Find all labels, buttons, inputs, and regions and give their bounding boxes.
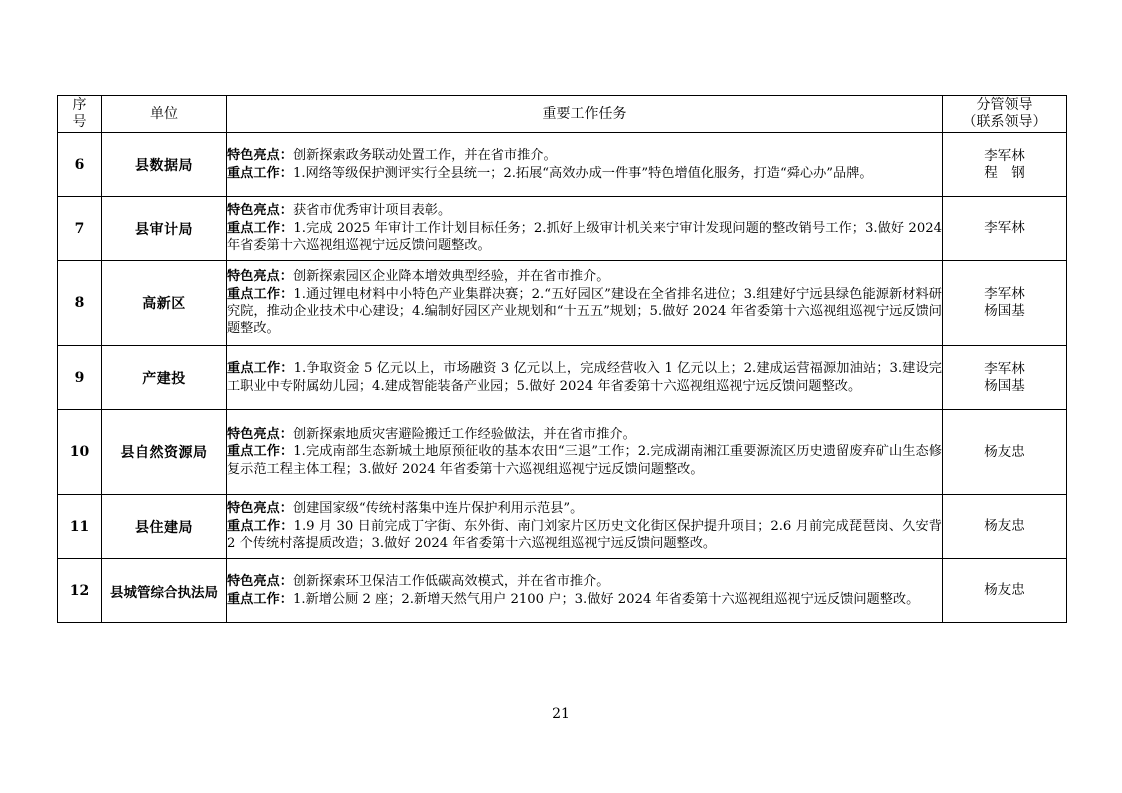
row-task xyxy=(227,410,943,495)
highlight-label: 特色亮点： xyxy=(227,148,293,164)
header-leader-line1: 分管领导 xyxy=(976,97,1033,113)
highlight-label: 特色亮点： xyxy=(227,501,293,517)
row-leaders xyxy=(943,133,1067,197)
key-work-text: 1.网络等级保护测评实行全县统一；2.拓展“高效办成一件事”特色增值化服务，打造“舜心办”品牌。 xyxy=(292,165,873,181)
leader-name: 李军林 xyxy=(984,220,1025,236)
highlight-text: 创新探索环卫保洁工作低碳高效模式，并在省市推介。 xyxy=(292,574,610,590)
row-index: 11 xyxy=(58,495,102,559)
row-task xyxy=(227,261,943,346)
key-work-label: 重点工作： xyxy=(227,361,294,377)
highlight-label: 特色亮点： xyxy=(227,203,293,219)
highlight-label: 特色亮点： xyxy=(227,574,293,590)
key-work-line xyxy=(227,591,942,608)
key-work-line xyxy=(227,443,942,478)
row-unit: 县数据局 xyxy=(102,133,227,197)
leader-name: 杨国基 xyxy=(984,377,1025,394)
row-index: 10 xyxy=(58,410,102,495)
row-index: 8 xyxy=(58,261,102,346)
highlight-line xyxy=(227,268,942,285)
leader-name: 李军林 xyxy=(984,360,1025,377)
row-task xyxy=(227,197,943,261)
row-task xyxy=(227,559,943,623)
key-work-label: 重点工作： xyxy=(227,220,294,236)
highlight-line xyxy=(227,147,942,164)
key-work-line xyxy=(227,286,942,338)
row-index: 6 xyxy=(58,133,102,197)
key-work-line xyxy=(227,220,942,255)
row-leaders xyxy=(943,346,1067,410)
table-row xyxy=(58,410,1067,495)
header-unit: 单位 xyxy=(102,96,227,133)
key-work-text: 1.完成南部生态新城土地原预征收的基本农田“三退”工作；2.完成湖南湘江重要源流区历史遗留废弃矿山生态修复示范工程主体工程；3.做好 2024 年省委第十六巡视组巡视宁远反馈问题整改。 xyxy=(227,444,942,477)
highlight-label: 特色亮点： xyxy=(227,426,293,442)
row-task xyxy=(227,495,943,559)
row-leaders xyxy=(943,261,1067,346)
highlight-text: 创建国家级“传统村落集中连片保护利用示范县”。 xyxy=(292,501,584,517)
leader-name: 李军林 xyxy=(984,286,1025,302)
header-index xyxy=(58,96,102,133)
highlight-text: 获省市优秀审计项目表彰。 xyxy=(292,203,452,219)
highlight-text: 创新探索园区企业降本增效典型经验，并在省市推介。 xyxy=(292,269,610,285)
key-work-text: 1.争取资金 5 亿元以上，市场融资 3 亿元以上，完成经营收入 1 亿元以上；2.建成运营福源加油站；3.建设完工职业中专附属幼儿园；4.建成智能装备产业园；5.做好 2024 年省委第十六巡视组巡视宁远反馈问题整改。 xyxy=(227,361,942,394)
row-leaders xyxy=(943,495,1067,559)
highlight-line xyxy=(227,500,942,517)
row-leaders xyxy=(943,197,1067,261)
highlight-line xyxy=(227,426,942,443)
leader-name: 杨友忠 xyxy=(984,443,1025,460)
table-row xyxy=(58,346,1067,410)
row-task xyxy=(227,133,943,197)
table-row xyxy=(58,495,1067,559)
row-unit: 县城管综合执法局 xyxy=(102,559,227,623)
leader-name: 程 钢 xyxy=(984,164,1025,181)
leader-name: 李军林 xyxy=(984,147,1025,164)
page-number: 21 xyxy=(552,706,570,722)
highlight-line xyxy=(227,202,942,219)
key-work-label: 重点工作： xyxy=(227,165,293,181)
row-leaders xyxy=(943,410,1067,495)
table-row xyxy=(58,133,1067,197)
header-index-label: 序 号 xyxy=(72,97,87,130)
key-work-label: 重点工作： xyxy=(227,591,293,607)
key-work-text: 1.9 月 30 日前完成丁字街、东外街、南门刘家片区历史文化街区保护提升项目；2.6 月前完成琵琶岗、久安背 2 个传统村落提质改造；3.做好 2024 年省委第十六巡视组巡视宁远反馈问题整改。 xyxy=(227,518,942,552)
row-unit: 县自然资源局 xyxy=(102,410,227,495)
row-index: 9 xyxy=(58,346,102,410)
key-work-text: 1.完成 2025 年审计工作计划目标任务；2.抓好上级审计机关来宁审计发现问题的整改销号工作；3.做好 2024 年省委第十六巡视组巡视宁远反馈问题整改。 xyxy=(227,220,942,254)
key-work-text: 1.通过锂电材料中小特色产业集群决赛；2.“五好园区”建设在全省排名进位；3.组建好宁远县绿色能源新材料研究院，推动企业技术中心建设；4.编制好园区产业规划和“十五五”规划；5.做好 2024 年省委第十六巡视组巡视宁远反馈问题整改。 xyxy=(227,286,942,337)
leader-name: 杨友忠 xyxy=(984,518,1025,534)
row-leaders xyxy=(943,559,1067,623)
key-work-line xyxy=(227,165,942,182)
leader-name: 杨友忠 xyxy=(984,582,1025,598)
table-row xyxy=(58,197,1067,261)
header-task: 重要工作任务 xyxy=(227,96,943,133)
row-task xyxy=(227,346,943,410)
header-leader-line2: （联系领导） xyxy=(962,114,1047,130)
row-unit: 高新区 xyxy=(102,261,227,346)
highlight-text: 创新探索地质灾害避险搬迁工作经验做法，并在省市推介。 xyxy=(292,426,636,442)
table-row xyxy=(58,559,1067,623)
header-leader xyxy=(943,96,1067,133)
key-work-line xyxy=(227,518,942,553)
row-unit: 县住建局 xyxy=(102,495,227,559)
highlight-text: 创新探索政务联动处置工作，并在省市推介。 xyxy=(292,148,557,164)
highlight-label: 特色亮点： xyxy=(227,269,293,285)
key-work-label: 重点工作： xyxy=(227,444,294,460)
key-work-label: 重点工作： xyxy=(227,518,294,534)
row-index: 7 xyxy=(58,197,102,261)
highlight-line xyxy=(227,573,942,590)
key-work-label: 重点工作： xyxy=(227,286,294,302)
row-index: 12 xyxy=(58,559,102,623)
key-work-text: 1.新增公厕 2 座；2.新增天然气用户 2100 户；3.做好 2024 年省委第十六巡视组巡视宁远反馈问题整改。 xyxy=(292,591,920,607)
header-row xyxy=(58,96,1067,133)
leader-name: 杨国基 xyxy=(984,303,1025,319)
row-unit: 县审计局 xyxy=(102,197,227,261)
task-table xyxy=(57,95,1067,623)
key-work-line xyxy=(227,360,942,395)
table-row xyxy=(58,261,1067,346)
row-unit: 产建投 xyxy=(102,346,227,410)
